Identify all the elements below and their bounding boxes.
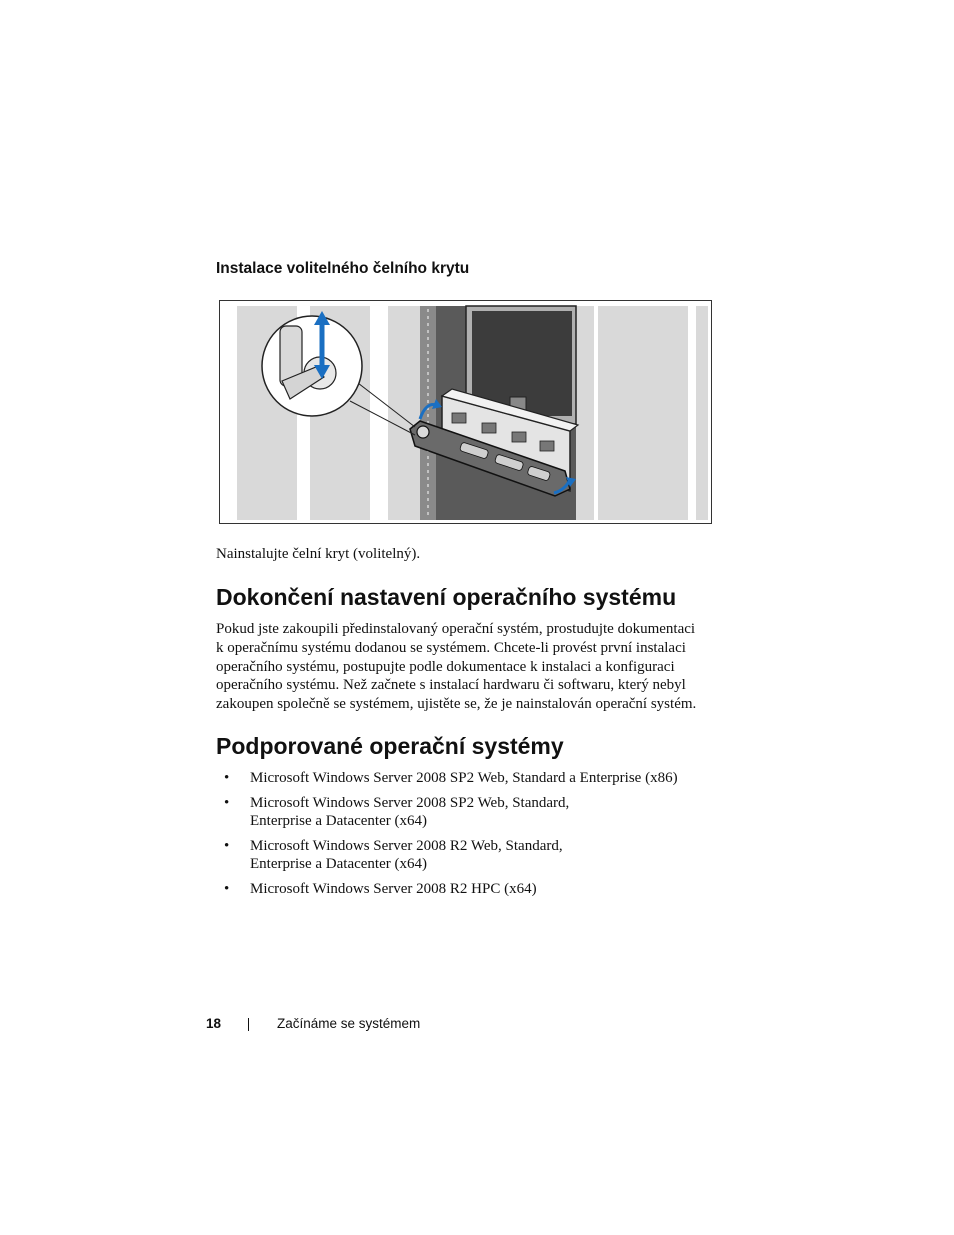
- page-number: 18: [206, 1016, 222, 1031]
- list-item: [216, 769, 678, 788]
- list-item-text: Microsoft Windows Server 2008 SP2 Web, Standard,: [250, 794, 570, 811]
- list-item-text: Enterprise a Datacenter (x64): [250, 813, 427, 829]
- footer-chapter-title: Začínáme se systémem: [277, 1016, 421, 1031]
- footer-divider: [248, 1018, 249, 1031]
- list-item: [216, 837, 678, 874]
- bullet-icon: •: [224, 794, 230, 811]
- list-item: [216, 794, 678, 831]
- supported-os-heading: Podporované operační systémy: [216, 733, 564, 759]
- paragraph-line: zakoupen společně se systémem, ujistěte se, že je nainstalován operační systém.: [216, 696, 697, 713]
- paragraph-line: k operačnímu systému dodanou se systémem. Chcete-li provést první instalaci: [216, 639, 686, 656]
- list-item-text: Enterprise a Datacenter (x64): [250, 856, 427, 872]
- figure-caption: Nainstalujte čelní kryt (volitelný).: [216, 546, 421, 562]
- bullet-icon: •: [224, 837, 230, 854]
- rack-column: [576, 306, 594, 520]
- list-item: [216, 880, 678, 899]
- rack-column: [598, 306, 688, 520]
- bullet-icon: •: [224, 880, 230, 897]
- bezel-lock: [417, 426, 429, 438]
- figure-section-title: Instalace volitelného čelního krytu: [216, 260, 470, 277]
- paragraph-line: operačního systému. Než začnete s instalací hardwaru či softwaru, který nebyl: [216, 677, 686, 694]
- paragraph-line: operačního systému, postupujte podle dokumentace k instalaci a konfiguraci: [216, 658, 675, 675]
- supported-os-list: [216, 769, 678, 904]
- os-setup-heading: Dokončení nastavení operačního systému: [216, 584, 677, 610]
- bezel-installation-figure: [219, 300, 712, 524]
- rack-column: [696, 306, 708, 520]
- list-item-text: Microsoft Windows Server 2008 R2 Web, Standard,: [250, 837, 563, 854]
- paragraph-line: Pokud jste zakoupili předinstalovaný operační systém, prostudujte dokumentaci: [216, 621, 696, 637]
- list-item-text: Microsoft Windows Server 2008 SP2 Web, Standard a Enterprise (x86): [250, 770, 678, 786]
- os-setup-paragraph: [216, 620, 726, 714]
- bullet-icon: •: [224, 770, 230, 786]
- list-item-text: Microsoft Windows Server 2008 R2 HPC (x64): [250, 880, 537, 897]
- bezel-installation-illustration: [220, 301, 711, 523]
